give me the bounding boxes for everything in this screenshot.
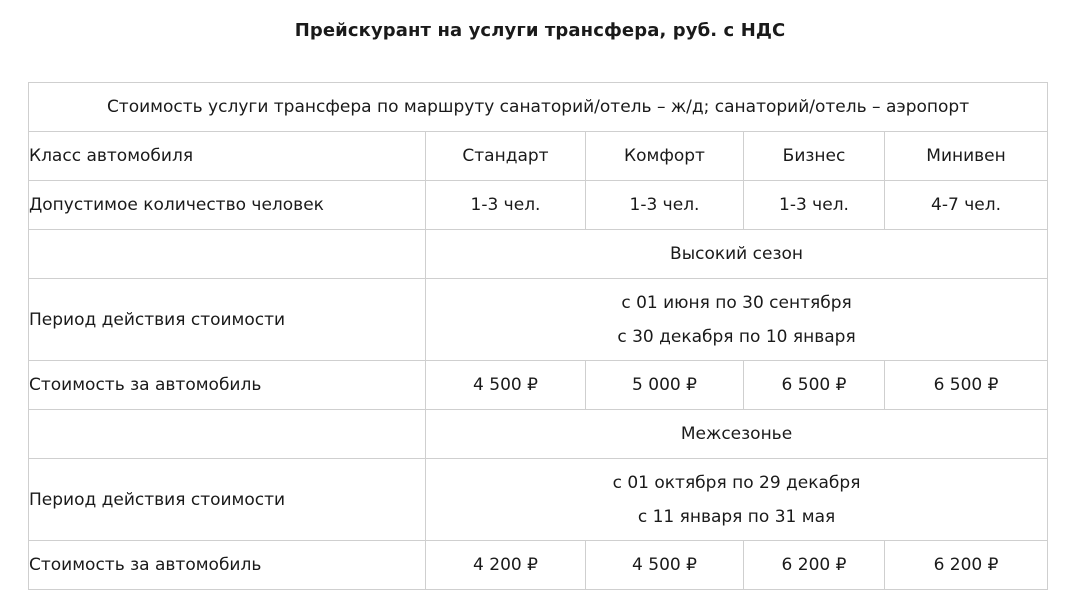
table-row bbox=[29, 410, 1048, 459]
class-cell: Комфорт bbox=[586, 132, 744, 181]
price-cell: 6 200 ₽ bbox=[885, 541, 1048, 590]
price-cell: 6 200 ₽ bbox=[744, 541, 885, 590]
row-label-period: Период действия стоимости bbox=[29, 459, 426, 541]
price-cell: 4 500 ₽ bbox=[426, 361, 586, 410]
class-cell: Стандарт bbox=[426, 132, 586, 181]
row-label-price: Стоимость за автомобиль bbox=[29, 361, 426, 410]
class-cell: Бизнес bbox=[744, 132, 885, 181]
empty-cell bbox=[29, 230, 426, 279]
row-label-period: Период действия стоимости bbox=[29, 279, 426, 361]
class-cell: Минивен bbox=[885, 132, 1048, 181]
table-row bbox=[29, 132, 1048, 181]
table-row bbox=[29, 83, 1048, 132]
page-title: Прейскурант на услуги трансфера, руб. с НДС bbox=[294, 20, 786, 41]
row-label-class: Класс автомобиля bbox=[29, 132, 426, 181]
route-header: Стоимость услуги трансфера по маршруту санаторий/отель – ж/д; санаторий/отель – аэропорт bbox=[29, 83, 1048, 132]
capacity-cell: 4-7 чел. bbox=[885, 181, 1048, 230]
table-row bbox=[29, 541, 1048, 590]
capacity-cell: 1-3 чел. bbox=[586, 181, 744, 230]
capacity-cell: 1-3 чел. bbox=[744, 181, 885, 230]
price-cell: 6 500 ₽ bbox=[744, 361, 885, 410]
table-row bbox=[29, 181, 1048, 230]
table-row bbox=[29, 230, 1048, 279]
empty-cell bbox=[29, 410, 426, 459]
period-cell bbox=[426, 279, 1048, 361]
season-name: Высокий сезон bbox=[426, 230, 1048, 279]
table-row bbox=[29, 459, 1048, 541]
row-label-price: Стоимость за автомобиль bbox=[29, 541, 426, 590]
price-cell: 6 500 ₽ bbox=[885, 361, 1048, 410]
capacity-cell: 1-3 чел. bbox=[426, 181, 586, 230]
period-line: с 11 января по 31 мая bbox=[637, 506, 836, 527]
price-cell: 4 500 ₽ bbox=[586, 541, 744, 590]
row-label-capacity: Допустимое количество человек bbox=[29, 181, 426, 230]
price-cell: 5 000 ₽ bbox=[586, 361, 744, 410]
period-line: с 01 июня по 30 сентября bbox=[621, 292, 852, 313]
period-cell bbox=[426, 459, 1048, 541]
table-row bbox=[29, 279, 1048, 361]
period-line: с 30 декабря по 10 января bbox=[617, 326, 856, 347]
period-line: с 01 октября по 29 декабря bbox=[612, 472, 861, 493]
price-table bbox=[28, 82, 1048, 590]
table-row bbox=[29, 361, 1048, 410]
price-cell: 4 200 ₽ bbox=[426, 541, 586, 590]
season-name: Межсезонье bbox=[426, 410, 1048, 459]
